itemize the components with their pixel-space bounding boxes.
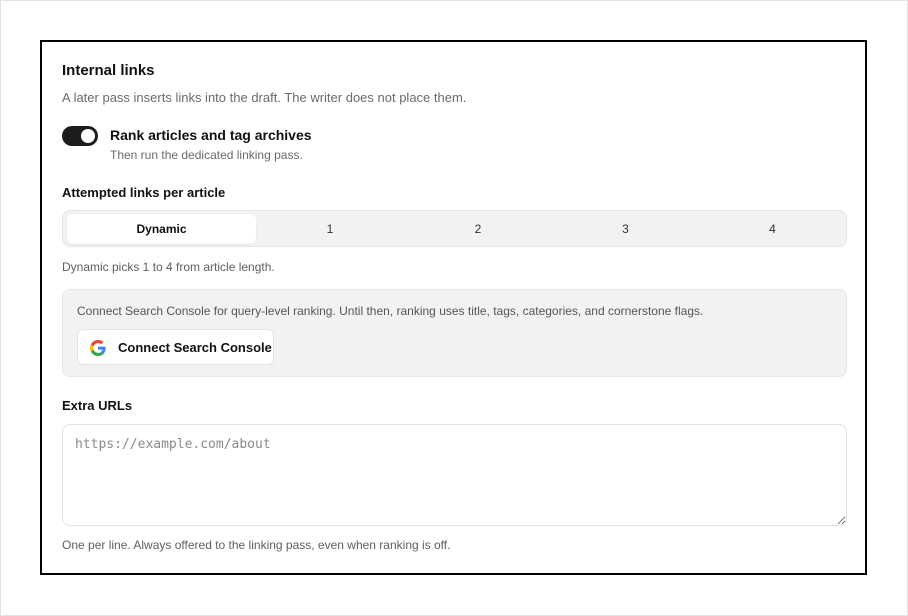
rank-articles-toggle[interactable]: [62, 126, 98, 146]
connect-search-console-label: Connect Search Console: [118, 340, 272, 355]
option-3[interactable]: 3: [622, 222, 629, 236]
extra-urls-label: Extra URLs: [62, 398, 133, 413]
rank-toggle-sublabel: Then run the dedicated linking pass.: [110, 148, 303, 162]
section-description: A later pass inserts links into the draft. The writer does not place them.: [62, 90, 467, 105]
extra-urls-input[interactable]: [62, 424, 847, 526]
rank-toggle-label: Rank articles and tag archives: [110, 127, 312, 143]
connect-search-console-button[interactable]: [77, 329, 274, 365]
attempted-links-label: Attempted links per article: [62, 185, 226, 200]
attempted-links-selector: [62, 210, 847, 247]
internal-links-panel: [40, 40, 867, 575]
option-1[interactable]: 1: [326, 222, 334, 236]
option-4[interactable]: 4: [769, 222, 776, 236]
option-2[interactable]: 2: [474, 222, 482, 236]
toggle-knob: [81, 129, 95, 143]
search-console-notice: [62, 289, 847, 377]
section-title: Internal links: [62, 62, 155, 79]
attempted-links-helper: Dynamic picks 1 to 4 from article length.: [62, 260, 275, 274]
option-dynamic[interactable]: Dynamic: [67, 214, 256, 244]
search-console-message: Connect Search Console for query-level ranking. Until then, ranking uses title, tags, categories, and cornerstone flags.: [77, 304, 704, 318]
extra-urls-helper: One per line. Always offered to the linking pass, even when ranking is off.: [62, 538, 451, 552]
google-g-icon: [90, 340, 106, 356]
